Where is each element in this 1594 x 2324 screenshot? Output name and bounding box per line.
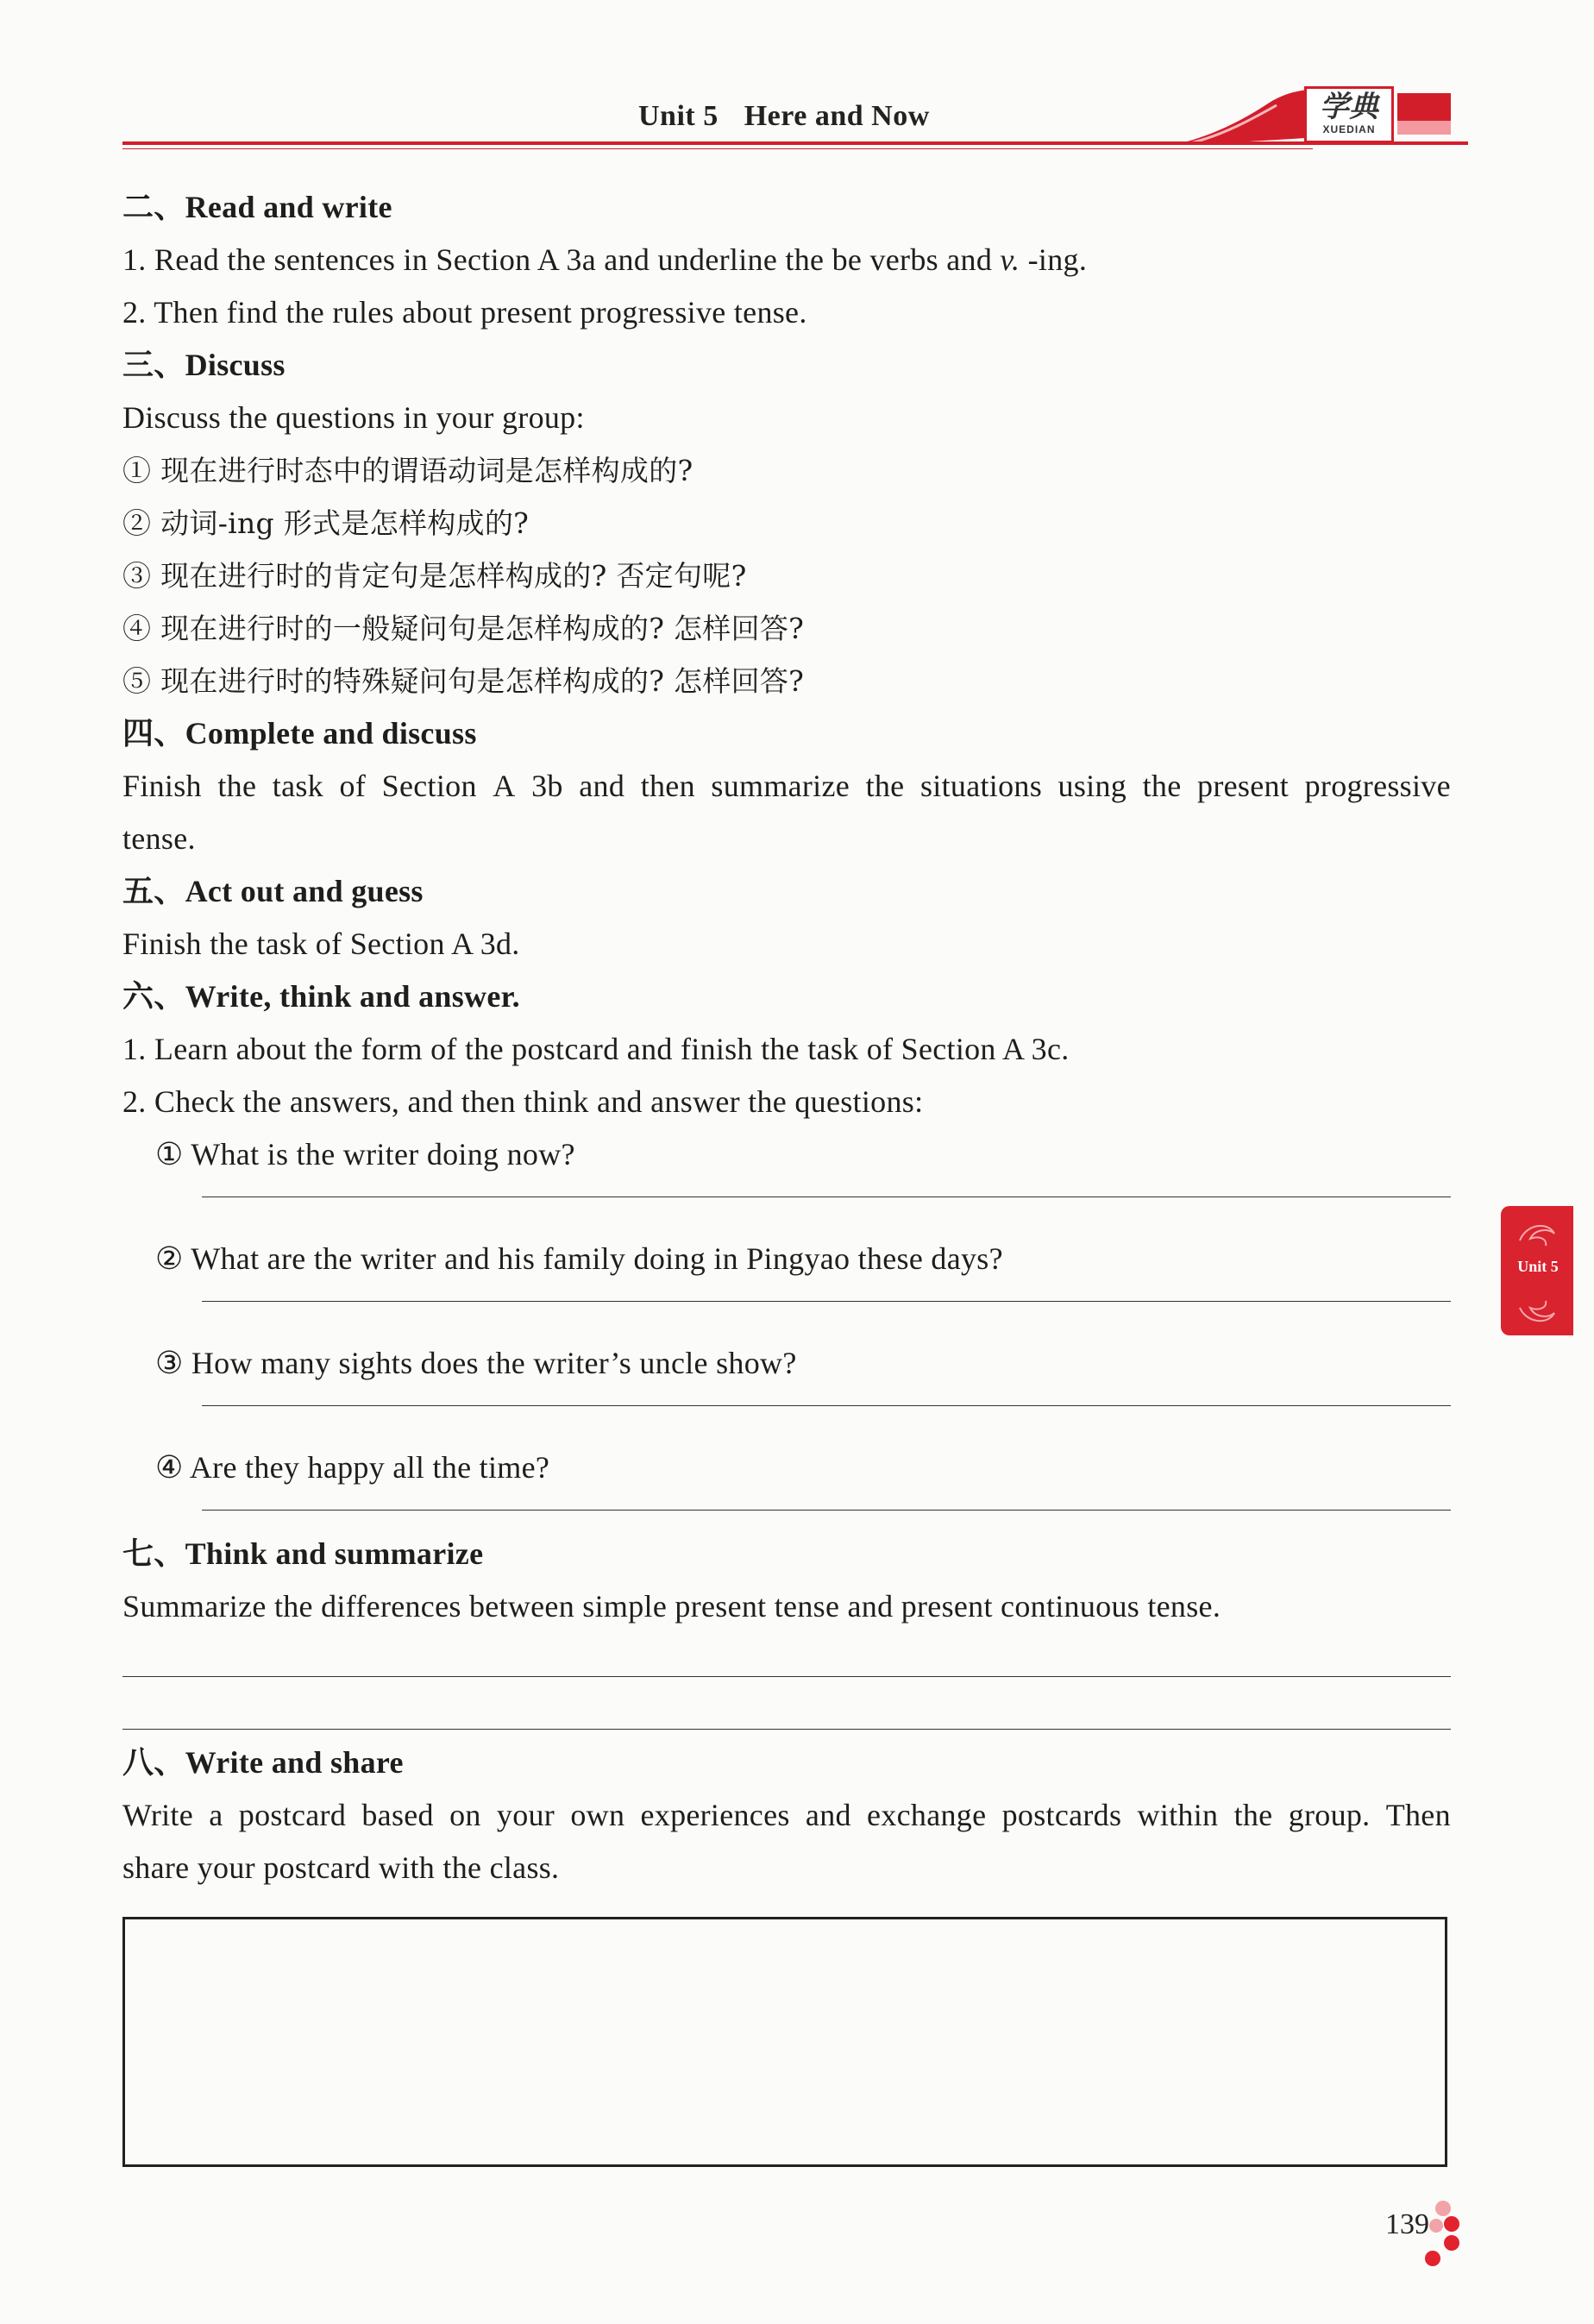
section-6-question-4: ④ Are they happy all the time? xyxy=(155,1450,550,1485)
word: a xyxy=(209,1798,223,1832)
word: and xyxy=(579,769,625,803)
section-5-text: Finish the task of Section A 3d. xyxy=(122,926,520,961)
section-7-heading: 七、Think and summarize xyxy=(122,1536,484,1571)
section-8-text-line-2: share your postcard with the class. xyxy=(122,1850,560,1885)
section-3-intro: Discuss the questions in your group: xyxy=(122,400,585,435)
section-3-question-3: ③ 现在进行时的肯定句是怎样构成的? 否定句呢? xyxy=(122,559,747,593)
header-rule-thin xyxy=(122,148,1313,149)
word: the xyxy=(1142,769,1182,803)
section-6-item-2: 2. Check the answers, and then think and answer the questions: xyxy=(122,1084,924,1119)
section-3-question-5: ⑤ 现在进行时的特殊疑问句是怎样构成的? 怎样回答? xyxy=(122,664,805,698)
section-2-item-1-verb-abbr: v. xyxy=(1000,242,1020,277)
side-tab-label: Unit 5 xyxy=(1517,1258,1559,1275)
word: progressive xyxy=(1304,769,1451,803)
word: Section xyxy=(381,769,477,803)
word: within xyxy=(1137,1798,1219,1832)
section-6-item-1: 1. Learn about the form of the postcard and finish the task of Section A 3c. xyxy=(122,1032,1070,1066)
word: Finish xyxy=(122,769,202,803)
unit-side-tab xyxy=(1501,1206,1573,1335)
word: your xyxy=(496,1798,555,1832)
word: task xyxy=(272,769,323,803)
summary-answer-line-2[interactable] xyxy=(122,1729,1451,1730)
header-rule xyxy=(122,141,1468,145)
page-number: 139 xyxy=(1385,2208,1429,2240)
section-2-item-1-text-end: -ing. xyxy=(1020,242,1088,277)
word: based xyxy=(361,1798,434,1832)
word: group. xyxy=(1288,1798,1371,1832)
word: summarize xyxy=(711,769,850,803)
publisher-logo xyxy=(1304,86,1394,143)
word: then xyxy=(640,769,695,803)
word: the xyxy=(1233,1798,1273,1832)
word: the xyxy=(865,769,905,803)
section-4-heading: 四、Complete and discuss xyxy=(122,716,477,751)
section-2-heading: 二、Read and write xyxy=(122,190,392,224)
word: present xyxy=(1197,769,1290,803)
answer-line-2[interactable] xyxy=(202,1301,1451,1302)
section-3-question-4: ④ 现在进行时的一般疑问句是怎样构成的? 怎样回答? xyxy=(122,612,805,645)
section-3-question-2: ② 动词-ing 形式是怎样构成的? xyxy=(122,506,530,540)
section-3-question-1: ① 现在进行时态中的谓语动词是怎样构成的? xyxy=(122,454,693,487)
logo-chinese-text: 学典 xyxy=(1320,90,1378,124)
word: Write xyxy=(122,1798,194,1832)
answer-line-4[interactable] xyxy=(202,1510,1451,1511)
word: using xyxy=(1057,769,1127,803)
header-unit: Unit 5 xyxy=(638,100,719,132)
section-6-question-2: ② What are the writer and his family doing in Pingyao these days? xyxy=(155,1241,1003,1276)
section-6-question-1: ① What is the writer doing now? xyxy=(155,1137,575,1171)
main-content xyxy=(122,181,1451,1894)
logo-english-text: XUEDIAN xyxy=(1322,123,1376,135)
section-6-question-3: ③ How many sights does the writer’s uncle show? xyxy=(155,1346,797,1380)
word: and xyxy=(805,1798,851,1832)
word: postcard xyxy=(238,1798,347,1832)
section-8-heading: 八、Write and share xyxy=(122,1745,404,1780)
word: on xyxy=(449,1798,481,1832)
word: A xyxy=(493,769,516,803)
word: situations xyxy=(920,769,1043,803)
section-3-heading: 三、Discuss xyxy=(122,348,286,382)
word: experiences xyxy=(640,1798,790,1832)
answer-line-3[interactable] xyxy=(202,1405,1451,1406)
word: of xyxy=(339,769,367,803)
section-2-item-1 xyxy=(122,234,1451,286)
section-4-text-line-2: tense. xyxy=(122,821,196,856)
postcard-writing-box[interactable] xyxy=(122,1917,1447,2167)
word: Then xyxy=(1385,1798,1451,1832)
word: postcards xyxy=(1001,1798,1122,1832)
word: exchange xyxy=(867,1798,987,1832)
header-title xyxy=(638,100,930,133)
section-6-heading: 六、Write, think and answer. xyxy=(122,979,520,1014)
section-7-text: Summarize the differences between simple present tense and present continuous tense. xyxy=(122,1589,1221,1624)
word: the xyxy=(217,769,257,803)
section-8-text-line-1 xyxy=(122,1789,1451,1842)
section-4-text-line-1 xyxy=(122,760,1451,813)
header-swoosh-decoration xyxy=(1173,86,1311,148)
section-5-heading: 五、Act out and guess xyxy=(122,874,424,908)
section-2-item-1-text: 1. Read the sentences in Section A 3a and underline the be verbs and xyxy=(122,242,1001,277)
header-unit-title: Here and Now xyxy=(744,100,930,132)
logo-bar-decoration-light xyxy=(1397,121,1451,135)
word: 3b xyxy=(531,769,563,803)
summary-answer-line-1[interactable] xyxy=(122,1676,1451,1677)
word: own xyxy=(570,1798,625,1832)
section-2-item-2: 2. Then find the rules about present progressive tense. xyxy=(122,295,807,330)
